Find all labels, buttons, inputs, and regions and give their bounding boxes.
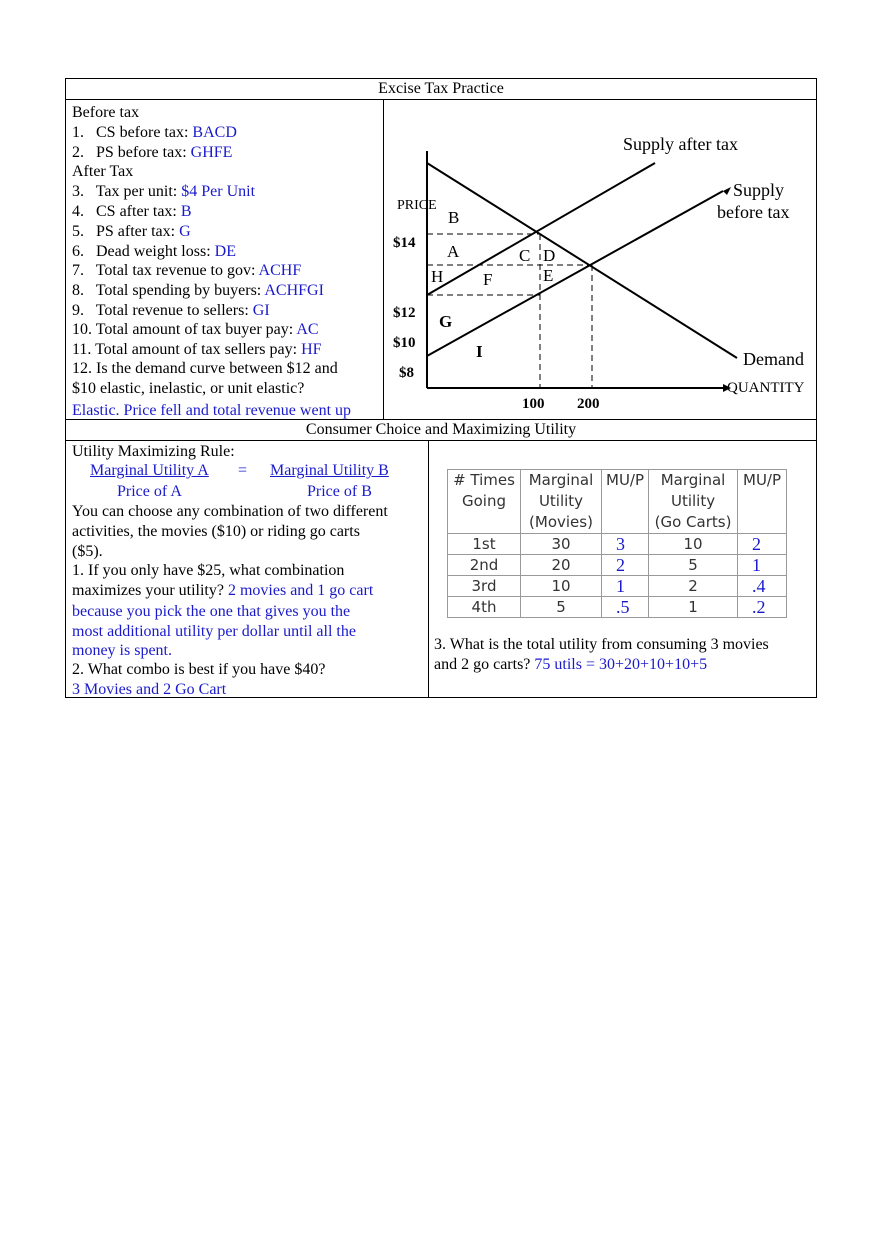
area-D: D — [543, 246, 556, 265]
question-text: 3. Tax per unit: — [72, 183, 182, 201]
cell-mup-movies: 2 — [602, 555, 649, 576]
q1-answer-line-3: because you pick the one that gives you the — [72, 603, 351, 620]
cell-times: 3rd — [448, 576, 521, 597]
excise-question-5 — [72, 222, 191, 242]
cell-times: 4th — [448, 597, 521, 618]
cell-mu-movies: 10 — [521, 576, 602, 597]
rule-denominator-b: Price of B — [307, 483, 372, 500]
q1-answer-line-5: money is spent. — [72, 642, 172, 659]
demand-label: Demand — [743, 349, 804, 369]
excise-question-8 — [72, 281, 324, 301]
area-I: I — [476, 342, 483, 361]
quantity-tick-100: 100 — [522, 396, 545, 412]
question-answer: $4 Per Unit — [181, 183, 256, 201]
question-text: 4. CS after tax: — [72, 203, 181, 221]
q1-answer-line-4: most additional utility per dollar until all the — [72, 623, 356, 640]
header-mu-movies: Marginal Utility (Movies) — [521, 470, 602, 534]
question-answer: AC — [296, 321, 319, 339]
excise-question-1 — [72, 123, 237, 143]
supply-arrow — [723, 187, 731, 195]
tax-graph — [385, 101, 815, 417]
worksheet — [65, 78, 817, 698]
area-F: F — [483, 270, 493, 289]
after-tax-label: After Tax — [72, 163, 134, 181]
price-tick-12: $12 — [393, 305, 416, 321]
area-E: E — [543, 266, 554, 285]
rule-numerator-b: Marginal Utility B — [270, 462, 389, 479]
q1-question: maximizes your utility? — [72, 582, 228, 599]
question-text: 11. Total amount of tax sellers pay: — [72, 341, 302, 358]
q1-answer: 2 movies and 1 go cart — [227, 582, 374, 599]
header-mu-carts: Marginal Utility (Go Carts) — [649, 470, 738, 534]
excise-question-3 — [72, 182, 255, 202]
supply-before-tax-curve — [427, 191, 723, 356]
rule-label: Utility Maximizing Rule: — [72, 443, 235, 460]
table-row — [448, 534, 787, 555]
rule-numerator-a: Marginal Utility A — [90, 462, 209, 479]
q1-line-2 — [72, 581, 373, 601]
cell-mup-carts: .4 — [738, 576, 787, 597]
header-times: # Times Going — [448, 470, 521, 534]
price-tick-10: $10 — [393, 335, 416, 351]
question-answer: ACHFGI — [264, 281, 324, 299]
cell-mup-movies: 3 — [602, 534, 649, 555]
q12-line1: 12. Is the demand curve between $12 and — [72, 360, 338, 377]
excise-question-10 — [72, 320, 319, 340]
question-text: 7. Total tax revenue to gov: — [72, 262, 259, 280]
area-A: A — [447, 242, 460, 261]
supply-after-tax-label: Supply after tax — [623, 134, 738, 154]
question-answer: ACHF — [258, 262, 302, 280]
demand-curve — [427, 163, 737, 358]
q2-question: 2. What combo is best if you have $40? — [72, 661, 326, 678]
before-tax-label: Before tax — [72, 104, 140, 121]
question-answer: DE — [214, 242, 236, 260]
q3-answer: 75 utils = 30+20+10+10+5 — [534, 656, 708, 673]
supply-after-tax-curve — [427, 163, 655, 295]
excise-title: Excise Tax Practice — [66, 79, 816, 100]
header-mup-carts: MU/P — [738, 470, 787, 534]
question-answer: G — [179, 222, 191, 240]
question-text: 5. PS after tax: — [72, 222, 180, 240]
area-G: G — [439, 312, 453, 331]
question-text: 9. Total revenue to sellers: — [72, 301, 253, 319]
question-answer: HF — [301, 341, 322, 358]
cell-mup-movies: .5 — [602, 597, 649, 618]
question-text: 2. PS before tax: — [72, 143, 191, 161]
cell-times: 1st — [448, 534, 521, 555]
q3-question: and 2 go carts? — [434, 656, 535, 673]
price-tick-8: $8 — [399, 365, 414, 381]
y-axis-label: PRICE — [397, 198, 437, 213]
cell-mup-carts: 2 — [738, 534, 787, 555]
excise-question-11 — [72, 340, 322, 360]
cell-mu-carts: 5 — [649, 555, 738, 576]
column-divider-2 — [428, 441, 429, 698]
area-C: C — [519, 246, 531, 265]
table-body — [448, 534, 787, 618]
table-row — [448, 576, 787, 597]
question-text: 6. Dead weight loss: — [72, 242, 215, 260]
question-text: 10. Total amount of tax buyer pay: — [72, 321, 297, 339]
area-B: B — [448, 208, 460, 227]
table-header-row — [448, 470, 787, 534]
intro-line-2: activities, the movies ($10) or riding go carts — [72, 523, 360, 540]
intro-line-1: You can choose any combination of two different — [72, 503, 388, 520]
utility-table — [447, 469, 787, 618]
price-tick-14: $14 — [393, 235, 416, 251]
question-text: 8. Total spending by buyers: — [72, 281, 265, 299]
rule-equals: = — [238, 462, 248, 479]
question-answer: BACD — [192, 124, 237, 141]
question-answer: GI — [252, 301, 270, 319]
q12-answer: Elastic. Price fell and total revenue went up — [72, 402, 352, 419]
rule-denominator-a: Price of A — [117, 483, 182, 500]
excise-question-6 — [72, 242, 236, 262]
utility-title: Consumer Choice and Maximizing Utility — [66, 420, 816, 441]
supply-before-tax-label-1: Supply — [733, 180, 785, 200]
column-divider — [383, 99, 384, 419]
question-answer: B — [180, 203, 192, 221]
excise-question-4 — [72, 202, 192, 222]
excise-question-2 — [72, 143, 232, 163]
excise-question-7 — [72, 261, 301, 281]
q1-line-1: 1. If you only have $25, what combination — [72, 562, 345, 579]
cell-mu-movies: 5 — [521, 597, 602, 618]
q3-line-2 — [434, 655, 707, 675]
cell-mu-carts: 10 — [649, 534, 738, 555]
cell-mu-carts: 1 — [649, 597, 738, 618]
cell-mu-movies: 30 — [521, 534, 602, 555]
q2-answer: 3 Movies and 2 Go Cart — [72, 681, 227, 698]
header-mup-movies: MU/P — [602, 470, 649, 534]
cell-mu-carts: 2 — [649, 576, 738, 597]
table-row — [448, 597, 787, 618]
area-H: H — [431, 267, 444, 286]
table-row — [448, 555, 787, 576]
question-answer: GHFE — [190, 143, 233, 161]
cell-times: 2nd — [448, 555, 521, 576]
question-text: 1. CS before tax: — [72, 124, 193, 141]
quantity-tick-200: 200 — [577, 396, 600, 412]
q3-line-1: 3. What is the total utility from consuming 3 movies — [434, 636, 769, 653]
cell-mup-movies: 1 — [602, 576, 649, 597]
cell-mup-carts: 1 — [738, 555, 787, 576]
supply-before-tax-label-2: before tax — [717, 202, 790, 222]
cell-mu-movies: 20 — [521, 555, 602, 576]
cell-mup-carts: .2 — [738, 597, 787, 618]
intro-line-3: ($5). — [72, 543, 103, 560]
excise-question-9 — [72, 301, 270, 321]
q12-line2: $10 elastic, inelastic, or unit elastic? — [72, 380, 305, 397]
x-axis-label: QUANTITY — [727, 380, 805, 396]
